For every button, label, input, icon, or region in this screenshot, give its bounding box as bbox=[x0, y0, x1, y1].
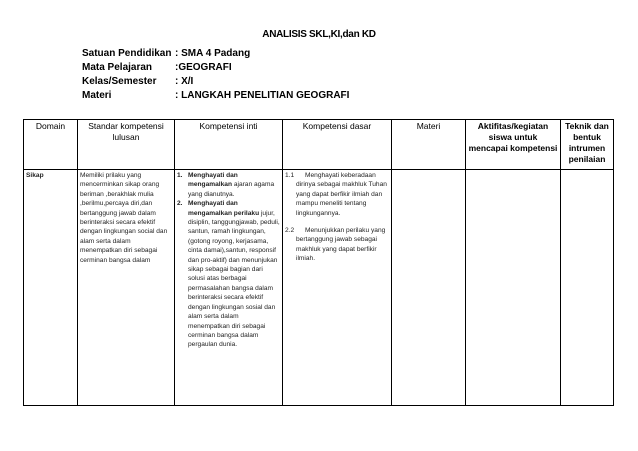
meta-row-kelas bbox=[82, 75, 349, 89]
cell-kd bbox=[283, 170, 392, 406]
kd-item bbox=[285, 226, 389, 264]
kd-text: Menghayati keberadaan dirinya sebagai makhluk Tuhan yang dapat berfikir ilmiah dan mampu meneliti tentang lingkungannya. bbox=[296, 172, 387, 217]
meta-label: Materi bbox=[82, 90, 112, 101]
cell-domain: Sikap bbox=[24, 170, 78, 406]
meta-label: Satuan Pendidikan bbox=[82, 48, 172, 59]
table-row bbox=[24, 170, 614, 406]
document-title: ANALISIS SKL,KI,dan KD bbox=[262, 29, 376, 40]
cell-materi bbox=[392, 170, 466, 406]
header-skl: Standar kompetensi lulusan bbox=[78, 120, 175, 170]
meta-value: : LANGKAH PENELITIAN GEOGRAFI bbox=[175, 90, 350, 101]
kd-text: Menunjukkan perilaku yang bertanggung jawab sebagai makhluk yang dapat berfikir ilmiah. bbox=[296, 227, 386, 263]
meta-value: : X/I bbox=[175, 76, 194, 87]
cell-skl: Memiliki prilaku yang mencerminkan sikap orang beriman ,berakhlak mulia ,berilmu,percaya diri,dan bertanggung jawab dalam berinteraksi secara efektif dengan lingkungan social dan alam serta dalam menempatkan diri sebagai cerminan bangsa dalam bbox=[78, 170, 175, 406]
kd-number: 1.1 bbox=[285, 172, 295, 179]
header-aktifitas: Aktifitas/kegiatan siswa untuk mencapai kompetensi bbox=[466, 120, 561, 170]
meta-row-mapel bbox=[82, 61, 349, 75]
table-header-row bbox=[24, 120, 614, 170]
meta-label: Kelas/Semester bbox=[82, 76, 157, 87]
meta-value: : SMA 4 Padang bbox=[175, 48, 251, 59]
header-domain: Domain bbox=[24, 120, 78, 170]
meta-value: :GEOGRAFI bbox=[175, 62, 232, 73]
meta-label: Mata Pelajaran bbox=[82, 62, 153, 73]
cell-teknik bbox=[561, 170, 614, 406]
cell-ki bbox=[175, 170, 283, 406]
header-teknik: Teknik dan bentuk intrumen penilaian bbox=[561, 120, 614, 170]
ki-heading: Menghayati dan mengamalkan bbox=[188, 172, 238, 189]
ki-number: 2. bbox=[177, 200, 183, 208]
ki-text: ajaran agama yang dianutnya. bbox=[188, 181, 275, 198]
header-ki: Kompetensi inti bbox=[175, 120, 283, 170]
cell-aktifitas bbox=[466, 170, 561, 406]
ki-heading: Menghayati dan mengamalkan perilaku bbox=[188, 200, 260, 217]
meta-row-materi bbox=[82, 89, 349, 103]
document-meta bbox=[82, 47, 349, 103]
kd-item bbox=[285, 171, 389, 218]
ki-item bbox=[177, 171, 280, 199]
ki-number: 1. bbox=[177, 172, 183, 179]
header-materi: Materi bbox=[392, 120, 466, 170]
meta-row-satuan bbox=[82, 47, 349, 61]
header-kd: Kompetensi dasar bbox=[283, 120, 392, 170]
ki-text: jujur, disiplin, tanggungjawab, peduli, santun, ramah lingkungan, (gotong royong, kerjasama, cinta damai),santun, responsif dan pro-aktif) dan menunjukan sikap sebagai bagian dari solusi atas berbagai permasalahan bangsa dalam berinteraksi secara efektif dengan lingkungan sosial dan alam serta dalam menempatkan diri sebagai cerminan bangsa dalam pergaulan dunia. bbox=[188, 209, 280, 349]
ki-item bbox=[177, 199, 280, 350]
kd-number: 2.2 bbox=[285, 227, 295, 235]
analysis-table bbox=[23, 119, 614, 406]
